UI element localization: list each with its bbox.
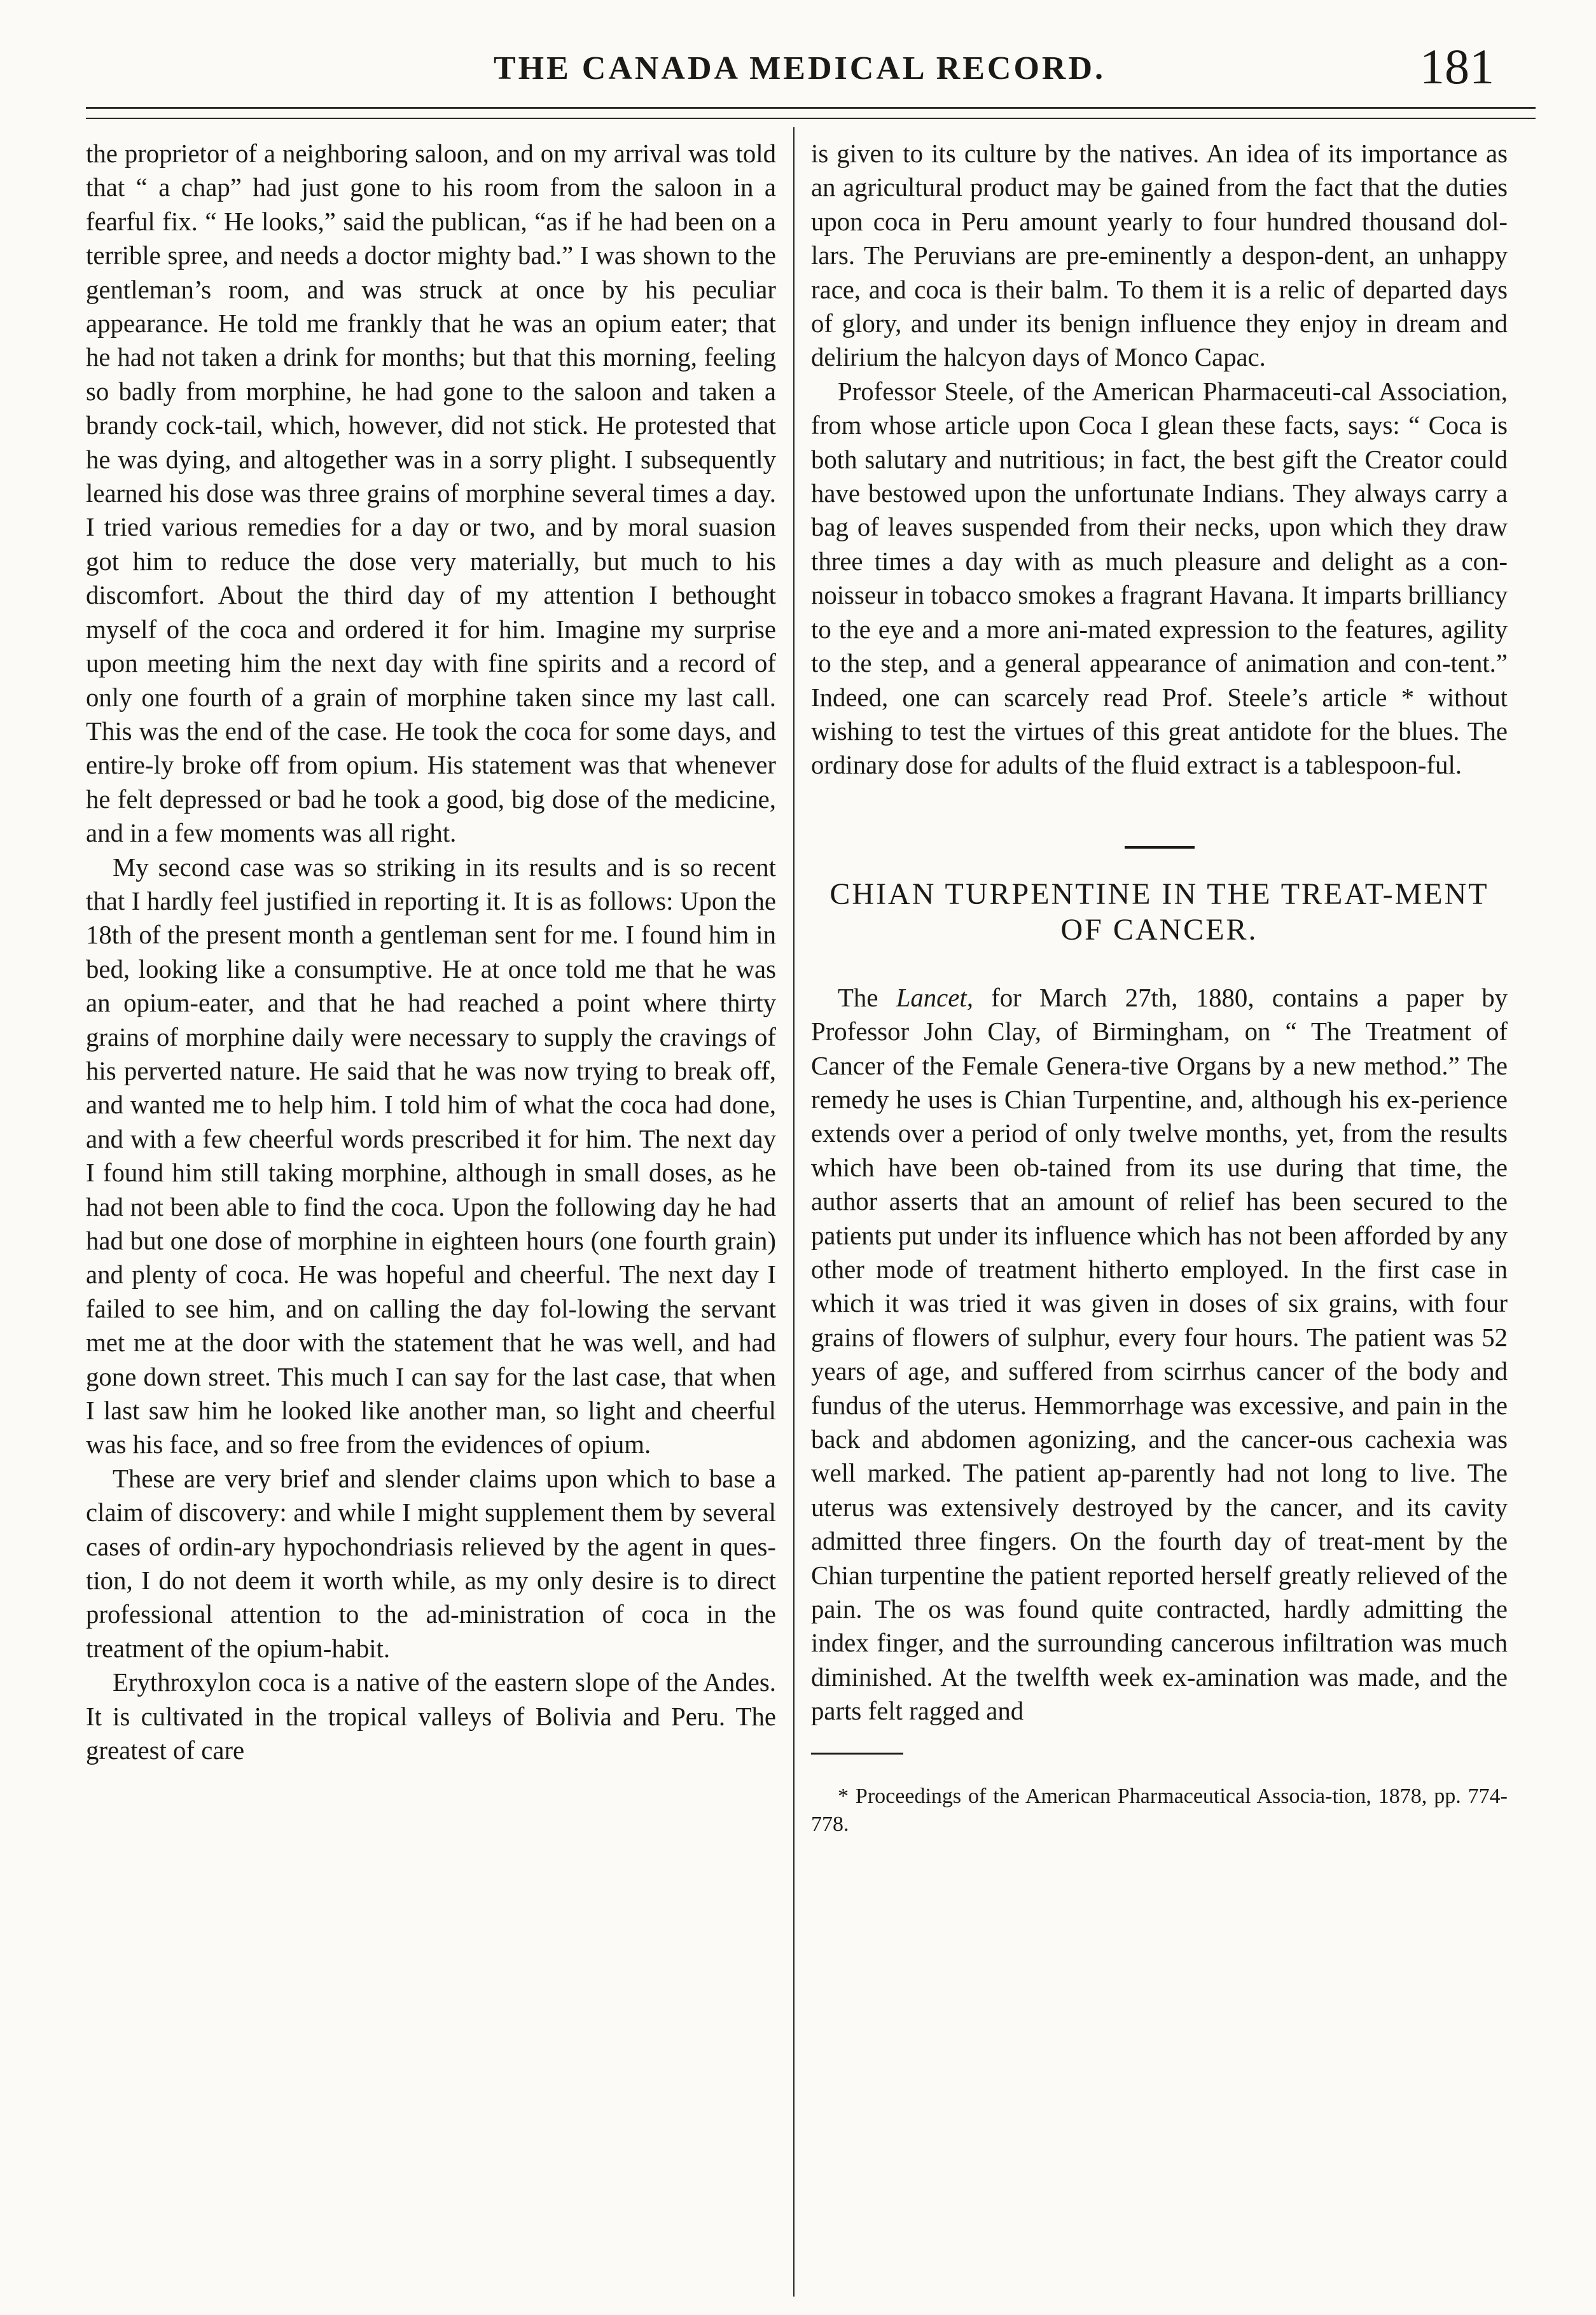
body-paragraph-chian-turpentine [811,981,1508,1728]
lead-text: The [838,983,896,1012]
body-paragraph-second-case: My second case was so striking in its results and is so recent that I hardly feel justified in reporting it. It is as follows: Upon the 18th of the present month a gentleman sent for me. I found him in bed, looking like a consumptive. He at once told me that he was an opium-eater, and that he had reached a point where thirty grains of morphine daily were necessary to supply the cravings of his perverted nature. He said that he was now trying to break off, and wanted me to help him. I told him of what the coca had done, and with a few cheerful words prescribed it for him. The next day I found him still taking morphine, although in small doses, as he had not been able to find the coca. Upon the following day he had had but one dose of morphine in eighteen hours (one fourth grain) and plenty of coca. He was hopeful and cheerful. The next day I failed to see him, and on calling the day fol-lowing the servant met me at the door with the statement that he was well, and had gone down street. This much I can say for the last case, that when I last saw him he looked like another man, so light and cheerful was his face, and so free from the evidences of opium. [86,852,776,1459]
journal-title: THE CANADA MEDICAL RECORD. [493,50,1106,87]
footnote-rule [811,1753,903,1755]
page-number: 181 [1420,39,1494,94]
body-paragraph-continued: is given to its culture by the natives. An idea of its importance as an agricultural product may be gained from the fact that the duties upon coca in Peru amount yearly to four hundred thousand dol-lars. The Peruvians are pre-eminently a despon-dent, an unhappy race, and coca is their balm. To them it is a relic of departed days of glory, and under its benign influence they enjoy in dream and delirium the halcyon days of Monco Capac. [811,139,1508,372]
footnote: * Proceedings of the American Pharmaceutical Associa-tion, 1878, pp. 774-778. [811,1784,1508,1836]
body-paragraph-claims: These are very brief and slender claims upon which to base a claim of discovery: and while I might supplement them by several cases of ordin-ary hypochondriasis relieved by the agent in ques-tion, I do not deem it worth while, as my only desire is to direct professional attention to the ad-ministration of coca in the treatment of the opium-habit. [86,1464,776,1663]
right-column [811,137,1508,1839]
body-paragraph-continued: the proprietor of a neighboring saloon, and on my arrival was told that “ a chap” had just gone to his room from the saloon in a fearful fix. “ He looks,” said the publican, “as if he had been on a terrible spree, and needs a doctor mighty bad.” I was shown to the gentleman’s room, and was struck at once by his peculiar appearance. He told me frankly that he was an opium eater; that he had not taken a drink for months; but that this morning, feeling so badly from morphine, he had gone to the saloon and taken a brandy cock-tail, which, however, did not stick. He protested that he was dying, and altogether was in a sorry plight. I subsequently learned his dose was three grains of morphine several times a day. I tried various remedies for a day or two, and by moral suasion got him to reduce the dose very materially, but much to his discomfort. About the third day of my attention I bethought myself of the coca and ordered it for him. Imagine my surprise upon meeting him the next day with fine spirits and a record of only one fourth of a grain of morphine taken since my last call. This was the end of the case. He took the coca for some days, and entire-ly broke off from opium. His statement was that whenever he felt depressed or bad he took a good, big dose of the medicine, and in a few moments was all right. [86,139,776,848]
section-title: CHIAN TURPENTINE IN THE TREAT-MENT OF CANCER. [829,877,1489,947]
paragraph-text: for March 27th, 1880, contains a paper by Professor John Clay, of Birmingham, on “ The Treatment of Cancer of the Female Genera-tive Organs by a new method.” The remedy he uses is Chian Turpentine, and, although his ex-perience extends over a period of only twelve months, yet, from the results which have been ob-tained from its use during that time, the author asserts that an amount of relief has been secured to the patients put under its influence which has not been afforded by any other mode of treatment hitherto employed. In the first case in which it was tried it was given in doses of six grains, with four grains of flowers of sulphur, every four hours. The patient was 52 years of age, and suffered from scirrhus cancer of the body and fundus of the uterus. Hemmorrhage was excessive, and pain in the back and abdomen agonizing, and the cancer-ous cachexia was well marked. The patient ap-parently had not long to live. The uterus was extensively destroyed by the cancer, and its cavity admitted three fingers. On the fourth day of treat-ment by the Chian turpentine the patient reported herself greatly relieved of the pain. The os was found quite contracted, hardly admitting the index finger, and the surrounding cancerous infiltration was much diminished. At the twelfth week ex-amination was made, and the parts felt ragged and [811,983,1508,1726]
body-paragraph-erythroxylon: Erythroxylon coca is a native of the eastern slope of the Andes. It is cultivated in the tropical valleys of Bolivia and Peru. The greatest of care [86,1668,776,1765]
section-separator [1125,846,1195,849]
column-divider [793,127,795,2297]
lancet-citation: Lancet, [896,983,973,1012]
running-head [86,38,1513,95]
left-column [86,137,776,1768]
header-double-rule [86,107,1536,119]
body-paragraph-steele: Professor Steele, of the American Pharmaceuti-cal Association, from whose article upon Coca I glean these facts, says: “ Coca is both salutary and nutritious; in fact, the best gift the Creator could have bestowed upon the unfortunate Indians. They always carry a bag of leaves suspended from their necks, upon which they draw three times a day with as much pleasure and delight as a con-noisseur in tobacco smokes a fragrant Havana. It imparts brilliancy to the eye and a more ani-mated expression to the features, agility to the step, and a general appearance of animation and con-tent.” Indeed, one can scarcely read Prof. Steele’s article * without wishing to test the virtues of this great antidote for the blues. The ordinary dose for adults of the fluid extract is a tablespoon-ful. [811,377,1508,780]
